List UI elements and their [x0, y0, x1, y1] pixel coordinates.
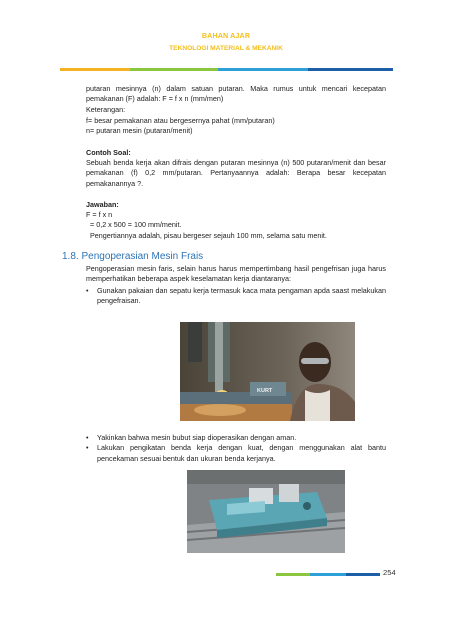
keterangan-n: n= putaran mesin (putaran/menit): [86, 126, 193, 135]
header-title: BAHAN AJAR: [201, 31, 251, 40]
bullet-text: Gunakan pakaian dan sepatu kerja termasuk kaca mata pengaman apda saast melakukan pengefraisan.: [97, 286, 386, 306]
example-text: Sebuah benda kerja akan difrais dengan putaran mesinnya (n) 500 putaran/menit dan besar pemakanan (f) 0,2 mm/putaran. Pertanyaannya adalah: Berapa besar kecepatan pemakanannya ?.: [86, 158, 386, 188]
list-item: [86, 443, 386, 464]
machine-vise-photo: [187, 470, 345, 553]
bullet-text: Yakinkan bahwa mesin bubut siap dioperasikan dengan aman.: [97, 433, 297, 442]
vise-label: KURT: [257, 388, 273, 394]
header-rule: [60, 68, 393, 71]
bullet-glyph: •: [86, 433, 89, 442]
keterangan-label: Keterangan:: [86, 105, 126, 114]
header-subtitle: TEKNOLOGI MATERIAL & MEKANIK: [169, 45, 283, 52]
answer-explanation: Pengertiannya adalah, pisau bergeser sejauh 100 mm, selama satu menit.: [90, 231, 327, 240]
bullet-list-1: [86, 286, 386, 307]
bullet-text: Lakukan pengikatan benda kerja dengan kuat, dengan menggunakan alat bantu pencekaman sesuai bentuk dan ukuran benda kerjanya.: [97, 443, 386, 463]
milling-operator-photo: [180, 322, 355, 421]
section-intro: Pengoperasian mesin faris, selain harus harus mempertimbang hasil pengefrisan juga harus memperhatikan beberapa aspek keselamatan kerja diantaranya:: [86, 264, 386, 284]
answer-formula: F = f x n: [86, 210, 113, 219]
section-heading: 1.8. Pengoperasian Mesin Frais: [62, 251, 204, 262]
footer-rule: [276, 573, 380, 576]
keterangan-f: f= besar pemakanan atau bergesernya pahat (mm/putaran): [86, 116, 275, 125]
bullet-glyph: •: [86, 443, 89, 453]
intro-paragraph: putaran mesinnya (n) dalam satuan putaran. Maka rumus untuk mencari kecepatan pemakanan (F) adalah: F = f x n (mm/men): [86, 84, 386, 104]
example-title: Contoh Soal:: [86, 148, 131, 157]
answer-title: Jawaban:: [86, 200, 119, 209]
bullet-glyph: •: [86, 286, 89, 295]
list-item: [86, 286, 386, 307]
list-item: [86, 433, 386, 443]
bullet-list-2: [86, 433, 386, 464]
milling-operator-illustration: [180, 322, 355, 421]
machine-vise-illustration: [187, 470, 345, 553]
page-number: 254: [383, 568, 396, 577]
answer-calculation: = 0,2 x 500 = 100 mm/menit.: [90, 220, 182, 229]
